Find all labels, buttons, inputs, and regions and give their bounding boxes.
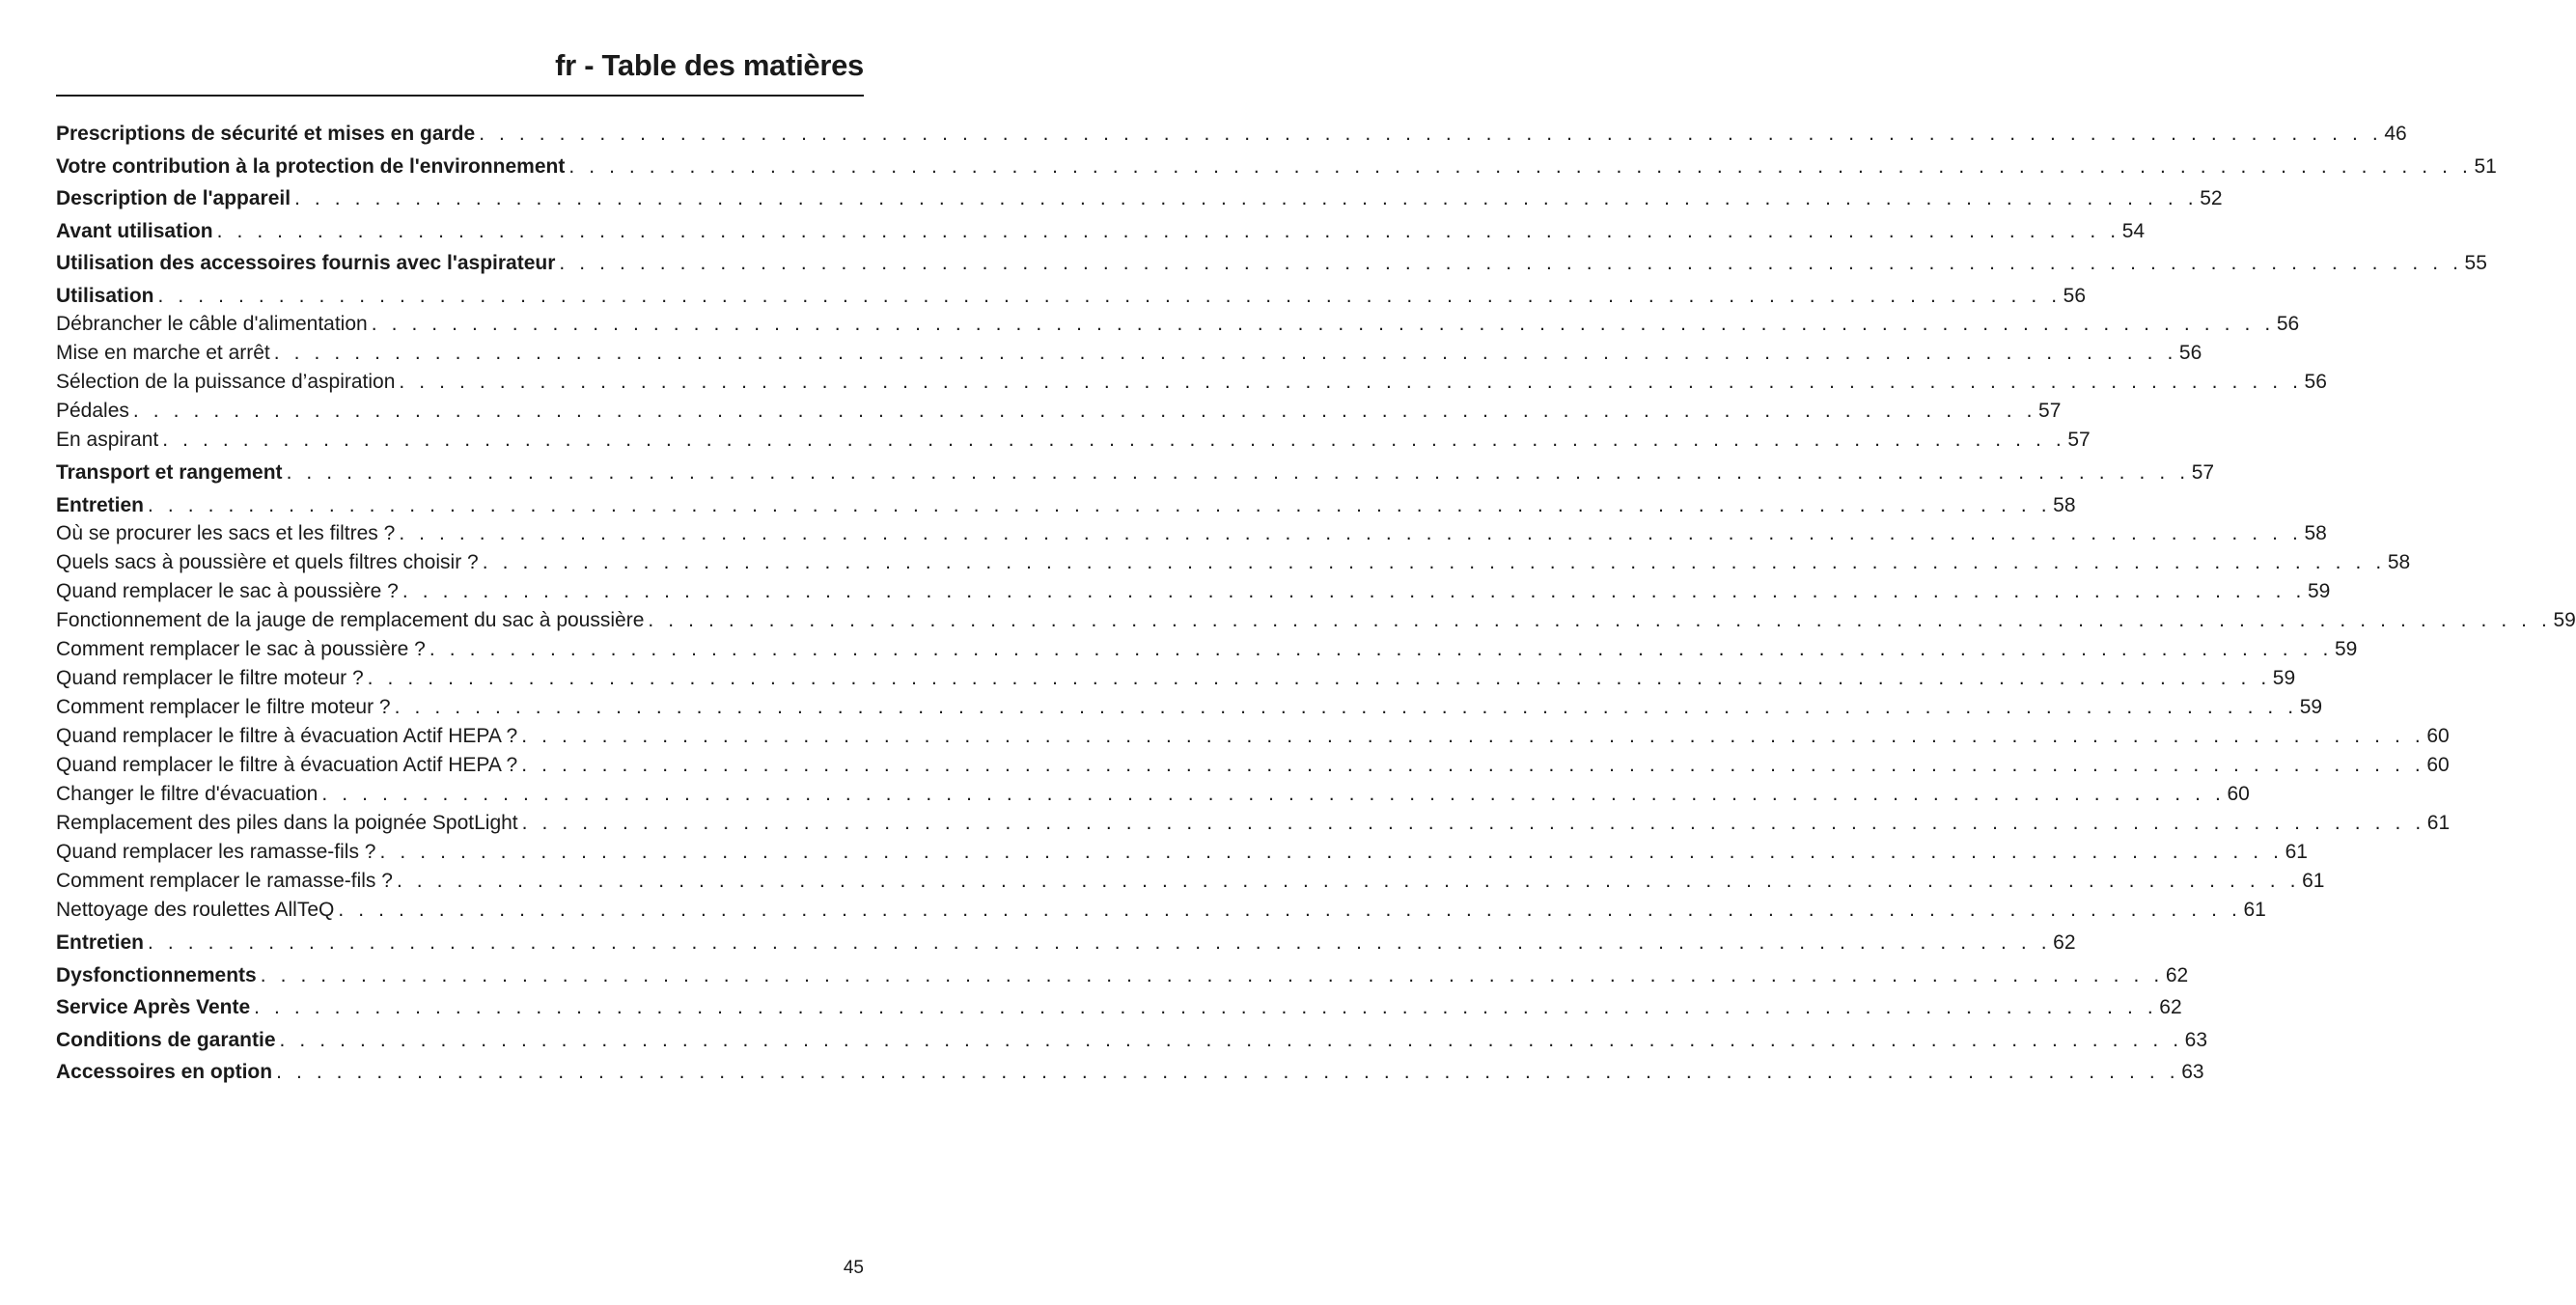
toc-dot-leader: . . . . . . . . . . . . . . . . . . . . . . . . . . . . . . . . . . . . . . . . . . . . . . . . . . . . . . . . . . . . . . . . . . . . . . . . . . . . . . . . . . . . . . . . . . . . . . . [367,667,2271,689]
toc-entry-page: 56 [2304,371,2327,393]
toc-entry-title: Comment remplacer le sac à poussière ? [56,638,426,660]
toc-entry-page: 61 [2426,812,2451,834]
toc-entry-title: Avant utilisation [56,219,213,242]
toc-entry-page: 56 [2063,284,2086,307]
toc-entry-page: 58 [2387,551,2411,573]
page-title: fr - Table des matières [555,48,864,82]
toc-section-entry [56,1056,2204,1089]
toc-dot-leader: . . . . . . . . . . . . . . . . . . . . . . . . . . . . . . . . . . . . . . . . . . . . . . . . . . . . . . . . . . . . . . . . . . . . . . . . . . . . . . . . . . . . . . . . . . . . . . . [157,284,2062,307]
toc-entry-page: 51 [2474,154,2497,178]
toc-entry-title: Quels sacs à poussière et quels filtres choisir ? [56,551,479,573]
toc-dot-leader: . . . . . . . . . . . . . . . . . . . . . . . . . . . . . . . . . . . . . . . . . . . . . . . . . . . . . . . . . . . . . . . . . . . . . . . . . . . . . . . . . . . . . . . . . . . . . . . [132,400,2037,422]
toc-entry-title: Pédales [56,400,129,422]
toc-entry-page: 52 [2200,187,2223,209]
toc-entry-title: Prescriptions de sécurité et mises en garde [56,123,476,145]
toc-entry-title: Service Après Vente [56,996,251,1018]
toc-subsection-entry [56,896,2266,925]
toc-entry-page: 60 [2426,754,2450,776]
toc-entry-page: 58 [2304,522,2327,544]
toc-dot-leader: . . . . . . . . . . . . . . . . . . . . . . . . . . . . . . . . . . . . . . . . . . . . . . . . . . . . . . . . . . . . . . . . . . . . . . . . . . . . . . . . . . . . . . . . . . . . . . . [521,812,2425,834]
toc-entry-title: Description de l'appareil [56,187,291,209]
toc-subsection-entry [56,751,2450,780]
toc-entry-title: Utilisation des accessoires fournis avec l'aspirateur [56,252,556,274]
toc-dot-leader: . . . . . . . . . . . . . . . . . . . . . . . . . . . . . . . . . . . . . . . . . . . . . . . . . . . . . . . . . . . . . . . . . . . . . . . . . . . . . . . . . . . . . . . . . . . . . . . [568,154,2473,178]
toc-entry-page: 59 [2553,609,2576,631]
toc-subsection-entry [56,339,2202,368]
toc-dot-leader: . . . . . . . . . . . . . . . . . . . . . . . . . . . . . . . . . . . . . . . . . . . . . . . . . . . . . . . . . . . . . . . . . . . . . . . . . . . . . . . . . . . . . . . . . . . . . . . [338,899,2242,921]
toc-dot-leader: . . . . . . . . . . . . . . . . . . . . . . . . . . . . . . . . . . . . . . . . . . . . . . . . . . . . . . . . . . . . . . . . . . . . . . . . . . . . . . . . . . . . . . . . . . . . . . . [321,783,2226,805]
toc-section-entry [56,959,2189,992]
toc-dot-leader: . . . . . . . . . . . . . . . . . . . . . . . . . . . . . . . . . . . . . . . . . . . . . . . . . . . . . . . . . . . . . . . . . . . . . . . . . . . . . . . . . . . . . . . . . . . . . . . [148,931,2052,954]
toc-entry-page: 56 [2178,342,2202,364]
toc-entry-title: Débrancher le câble d'alimentation [56,313,368,335]
toc-entry-title: Changer le filtre d'évacuation [56,783,319,805]
toc-entry-page: 58 [2053,493,2076,516]
toc-entry-title: Quand remplacer les ramasse-fils ? [56,841,376,863]
toc-subsection-entry [56,722,2450,751]
toc-entry-page: 59 [2272,667,2296,689]
toc-entry-page: 57 [2067,429,2091,451]
toc-entry-page: 63 [2181,1061,2204,1083]
toc-entry-title: Sélection de la puissance d’aspiration [56,371,396,393]
toc-dot-leader: . . . . . . . . . . . . . . . . . . . . . . . . . . . . . . . . . . . . . . . . . . . . . . . . . . . . . . . . . . . . . . . . . . . . . . . . . . . . . . . . . . . . . . . . . . . . . . . [216,219,2120,242]
toc-subsection-entry [56,780,2250,809]
toc-entry-title: Quand remplacer le filtre moteur ? [56,667,364,689]
toc-subsection-entry [56,426,2091,455]
toc-section-entry [56,151,2497,183]
toc-entry-page: 56 [2276,313,2300,335]
toc-entry-title: Remplacement des piles dans la poignée SpotLight [56,812,518,834]
toc-dot-leader: . . . . . . . . . . . . . . . . . . . . . . . . . . . . . . . . . . . . . . . . . . . . . . . . . . . . . . . . . . . . . . . . . . . . . . . . . . . . . . . . . . . . . . . . . . . . . . . [260,963,2164,986]
toc-dot-leader: . . . . . . . . . . . . . . . . . . . . . . . . . . . . . . . . . . . . . . . . . . . . . . . . . . . . . . . . . . . . . . . . . . . . . . . . . . . . . . . . . . . . . . . . . . . . . . . [521,754,2425,776]
toc-entry-page: 61 [2285,841,2308,863]
toc-entry-page: 62 [2159,996,2182,1018]
toc-entry-title: Entretien [56,931,145,954]
toc-entry-page: 57 [2191,461,2215,484]
toc-dot-leader: . . . . . . . . . . . . . . . . . . . . . . . . . . . . . . . . . . . . . . . . . . . . . . . . . . . . . . . . . . . . . . . . . . . . . . . . . . . . . . . . . . . . . . . . . . . . . . . [279,1028,2183,1051]
toc-dot-leader: . . . . . . . . . . . . . . . . . . . . . . . . . . . . . . . . . . . . . . . . . . . . . . . . . . . . . . . . . . . . . . . . . . . . . . . . . . . . . . . . . . . . . . . . . . . . . . . [294,187,2199,209]
toc-entry-page: 46 [2384,123,2407,145]
toc-entry-title: Où se procurer les sacs et les filtres ? [56,522,396,544]
toc-entry-page: 60 [2426,725,2450,747]
toc-entry-title: Conditions de garantie [56,1028,276,1051]
toc-dot-leader: . . . . . . . . . . . . . . . . . . . . . . . . . . . . . . . . . . . . . . . . . . . . . . . . . . . . . . . . . . . . . . . . . . . . . . . . . . . . . . . . . . . . . . . . . . . . . . . [276,1061,2180,1083]
toc-entry-page: 63 [2184,1028,2207,1051]
toc-entry-page: 59 [2307,580,2331,602]
table-of-contents [56,118,2576,1089]
toc-entry-page: 60 [2227,783,2250,805]
toc-dot-leader: . . . . . . . . . . . . . . . . . . . . . . . . . . . . . . . . . . . . . . . . . . . . . . . . . . . . . . . . . . . . . . . . . . . . . . . . . . . . . . . . . . . . . . . . . . . . . . . [479,123,2383,145]
toc-entry-title: Comment remplacer le ramasse-fils ? [56,870,393,892]
toc-entry-title: Fonctionnement de la jauge de remplacement du sac à poussière [56,609,645,631]
toc-dot-leader: . . . . . . . . . . . . . . . . . . . . . . . . . . . . . . . . . . . . . . . . . . . . . . . . . . . . . . . . . . . . . . . . . . . . . . . . . . . . . . . . . . . . . . . . . . . . . . . [162,429,2066,451]
toc-entry-page: 61 [2302,870,2325,892]
toc-entry-page: 59 [2334,638,2358,660]
toc-dot-leader: . . . . . . . . . . . . . . . . . . . . . . . . . . . . . . . . . . . . . . . . . . . . . . . . . . . . . . . . . . . . . . . . . . . . . . . . . . . . . . . . . . . . . . . . . . . . . . . [379,841,2284,863]
toc-subsection-entry [56,867,2325,896]
toc-dot-leader: . . . . . . . . . . . . . . . . . . . . . . . . . . . . . . . . . . . . . . . . . . . . . . . . . . . . . . . . . . . . . . . . . . . . . . . . . . . . . . . . . . . . . . . . . . . . . . . [371,313,2275,335]
toc-subsection-entry [56,809,2451,838]
header-divider [56,95,864,97]
toc-entry-title: Utilisation [56,284,154,307]
toc-entry-page: 54 [2121,219,2146,242]
toc-entry-title: Quand remplacer le sac à poussière ? [56,580,399,602]
toc-subsection-entry [56,693,2323,722]
toc-section-entry [56,280,2086,313]
toc-dot-leader: . . . . . . . . . . . . . . . . . . . . . . . . . . . . . . . . . . . . . . . . . . . . . . . . . . . . . . . . . . . . . . . . . . . . . . . . . . . . . . . . . . . . . . . . . . . . . . . [148,493,2052,516]
toc-subsection-entry [56,548,2411,577]
toc-subsection-entry [56,310,2300,339]
toc-entry-title: Entretien [56,493,145,516]
toc-entry-title: Comment remplacer le filtre moteur ? [56,696,391,718]
toc-entry-page: 62 [2053,931,2076,954]
toc-section-entry [56,182,2223,215]
toc-section-entry [56,118,2407,151]
toc-section-entry [56,1024,2207,1057]
toc-dot-leader: . . . . . . . . . . . . . . . . . . . . . . . . . . . . . . . . . . . . . . . . . . . . . . . . . . . . . . . . . . . . . . . . . . . . . . . . . . . . . . . . . . . . . . . . . . . . . . . [521,725,2425,747]
toc-subsection-entry [56,838,2308,867]
toc-entry-title: Votre contribution à la protection de l'environnement [56,154,566,178]
toc-entry-title: Quand remplacer le filtre à évacuation Actif HEPA ? [56,754,518,776]
toc-subsection-entry [56,635,2358,664]
toc-entry-title: Dysfonctionnements [56,963,257,986]
toc-dot-leader: . . . . . . . . . . . . . . . . . . . . . . . . . . . . . . . . . . . . . . . . . . . . . . . . . . . . . . . . . . . . . . . . . . . . . . . . . . . . . . . . . . . . . . . . . . . . . . . [254,996,2158,1018]
toc-entry-page: 62 [2165,963,2189,986]
toc-dot-leader: . . . . . . . . . . . . . . . . . . . . . . . . . . . . . . . . . . . . . . . . . . . . . . . . . . . . . . . . . . . . . . . . . . . . . . . . . . . . . . . . . . . . . . . . . . . . . . . [482,551,2386,573]
toc-dot-leader: . . . . . . . . . . . . . . . . . . . . . . . . . . . . . . . . . . . . . . . . . . . . . . . . . . . . . . . . . . . . . . . . . . . . . . . . . . . . . . . . . . . . . . . . . . . . . . . [273,342,2177,364]
toc-subsection-entry [56,577,2331,606]
toc-subsection-entry [56,397,2062,426]
toc-section-entry [56,215,2146,248]
toc-dot-leader: . . . . . . . . . . . . . . . . . . . . . . . . . . . . . . . . . . . . . . . . . . . . . . . . . . . . . . . . . . . . . . . . . . . . . . . . . . . . . . . . . . . . . . . . . . . . . . . [396,870,2301,892]
toc-dot-leader: . . . . . . . . . . . . . . . . . . . . . . . . . . . . . . . . . . . . . . . . . . . . . . . . . . . . . . . . . . . . . . . . . . . . . . . . . . . . . . . . . . . . . . . . . . . . . . . [394,696,2298,718]
page-number: 45 [843,1258,864,1278]
toc-entry-title: Nettoyage des roulettes AllTeQ [56,899,335,921]
toc-entry-title: En aspirant [56,429,159,451]
toc-subsection-entry [56,519,2327,548]
toc-dot-leader: . . . . . . . . . . . . . . . . . . . . . . . . . . . . . . . . . . . . . . . . . . . . . . . . . . . . . . . . . . . . . . . . . . . . . . . . . . . . . . . . . . . . . . . . . . . . . . . [429,638,2333,660]
toc-section-entry [56,457,2215,489]
toc-subsection-entry [56,664,2296,693]
toc-entry-page: 57 [2038,400,2062,422]
toc-dot-leader: . . . . . . . . . . . . . . . . . . . . . . . . . . . . . . . . . . . . . . . . . . . . . . . . . . . . . . . . . . . . . . . . . . . . . . . . . . . . . . . . . . . . . . . . . . . . . . . [402,580,2306,602]
toc-section-entry [56,991,2182,1024]
toc-dot-leader: . . . . . . . . . . . . . . . . . . . . . . . . . . . . . . . . . . . . . . . . . . . . . . . . . . . . . . . . . . . . . . . . . . . . . . . . . . . . . . . . . . . . . . . . . . . . . . . [286,461,2190,484]
toc-dot-leader: . . . . . . . . . . . . . . . . . . . . . . . . . . . . . . . . . . . . . . . . . . . . . . . . . . . . . . . . . . . . . . . . . . . . . . . . . . . . . . . . . . . . . . . . . . . . . . . [399,522,2303,544]
toc-subsection-entry [56,606,2576,635]
toc-section-entry [56,247,2487,280]
toc-entry-title: Quand remplacer le filtre à évacuation Actif HEPA ? [56,725,518,747]
toc-entry-page: 61 [2243,899,2266,921]
toc-entry-page: 55 [2464,252,2487,274]
toc-entry-page: 59 [2299,696,2323,718]
toc-entry-title: Mise en marche et arrêt [56,342,270,364]
toc-dot-leader: . . . . . . . . . . . . . . . . . . . . . . . . . . . . . . . . . . . . . . . . . . . . . . . . . . . . . . . . . . . . . . . . . . . . . . . . . . . . . . . . . . . . . . . . . . . . . . . [648,609,2552,631]
toc-entry-title: Accessoires en option [56,1061,273,1083]
toc-section-entry [56,927,2076,959]
toc-dot-leader: . . . . . . . . . . . . . . . . . . . . . . . . . . . . . . . . . . . . . . . . . . . . . . . . . . . . . . . . . . . . . . . . . . . . . . . . . . . . . . . . . . . . . . . . . . . . . . . [559,252,2463,274]
toc-dot-leader: . . . . . . . . . . . . . . . . . . . . . . . . . . . . . . . . . . . . . . . . . . . . . . . . . . . . . . . . . . . . . . . . . . . . . . . . . . . . . . . . . . . . . . . . . . . . . . . [399,371,2303,393]
toc-entry-title: Transport et rangement [56,461,283,484]
toc-subsection-entry [56,368,2327,397]
toc-section-entry [56,489,2076,522]
